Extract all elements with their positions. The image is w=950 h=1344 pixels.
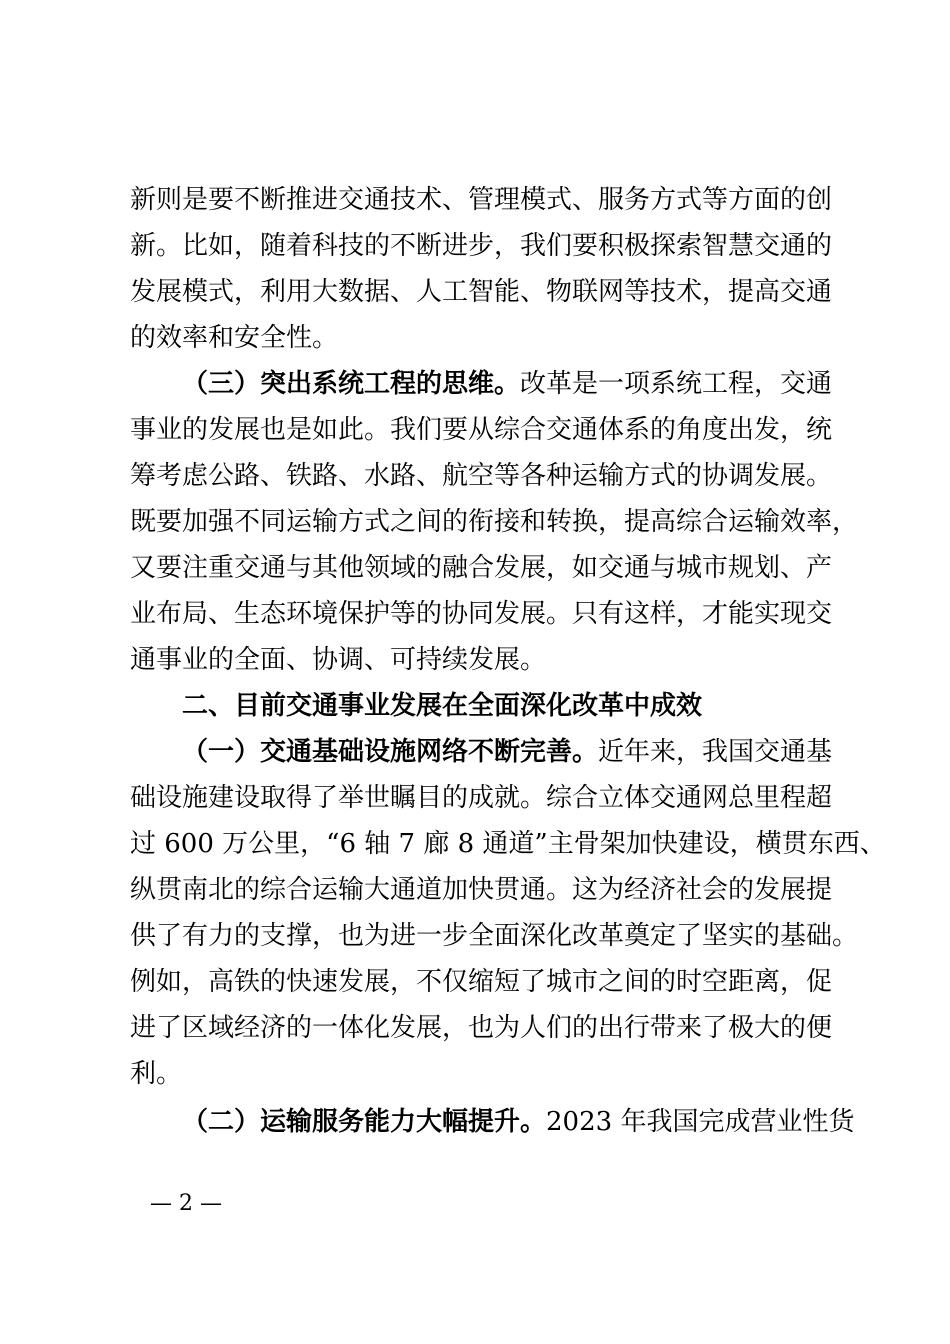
paragraph-lead-bold: （三）突出系统工程的思维。 [182, 369, 521, 399]
body-text-line: 又要注重交通与其他领域的融合发展，如交通与城市规划、产 [130, 553, 833, 583]
body-text-line: 利。 [130, 1059, 183, 1089]
body-text-line: 纵贯南北的综合运输大通道加快贯通。这为经济社会的发展提 [130, 875, 833, 905]
body-text-line: 发展模式，利用大数据、人工智能、物联网等技术，提高交通 [130, 277, 833, 307]
section-heading: 二、目前交通事业发展在全面深化改革中成效 [182, 691, 703, 721]
body-text-line: 通事业的全面、协调、可持续发展。 [130, 645, 547, 675]
body-text-line: 业布局、生态环境保护等的协同发展。只有这样，才能实现交 [130, 599, 833, 629]
body-text-line: 例如，高铁的快速发展，不仅缩短了城市之间的时空距离，促 [130, 967, 833, 997]
body-text-line: 新则是要不断推进交通技术、管理模式、服务方式等方面的创 [130, 185, 833, 215]
body-text-line: 既要加强不同运输方式之间的衔接和转换，提高综合运输效率， [130, 507, 859, 537]
body-text-line: 事业的发展也是如此。我们要从综合交通体系的角度出发，统 [130, 415, 833, 445]
paragraph-first-line [182, 736, 833, 768]
body-text-line: 新。比如，随着科技的不断进步，我们要积极探索智慧交通的 [130, 231, 833, 261]
paragraph-lead-bold: （二）运输服务能力大幅提升。 [182, 1107, 547, 1137]
body-text-line: 筹考虑公路、铁路、水路、航空等各种运输方式的协调发展。 [130, 461, 833, 491]
paragraph-lead-rest: 改革是一项系统工程，交通 [520, 369, 833, 399]
paragraph-lead-rest: 2023 年我国完成营业性货 [546, 1107, 855, 1137]
body-text-line: 供了有力的支撑，也为进一步全面深化改革奠定了坚实的基础。 [130, 921, 859, 951]
body-text-line: 进了区域经济的一体化发展，也为人们的出行带来了极大的便 [130, 1013, 833, 1043]
body-text-line: 过 600 万公里，“6 轴 7 廊 8 通道”主骨架加快建设，横贯东西、 [130, 829, 886, 859]
paragraph-lead-rest: 近年来，我国交通基 [598, 737, 833, 767]
paragraph-first-line [182, 1106, 855, 1138]
body-text-line: 础设施建设取得了举世瞩目的成就。综合立体交通网总里程超 [130, 783, 833, 813]
paragraph-lead-bold: （一）交通基础设施网络不断完善。 [182, 737, 599, 767]
paragraph-first-line [182, 368, 833, 400]
page-number: — 2 — [150, 1191, 222, 1216]
body-text-line: 的效率和安全性。 [130, 323, 339, 353]
